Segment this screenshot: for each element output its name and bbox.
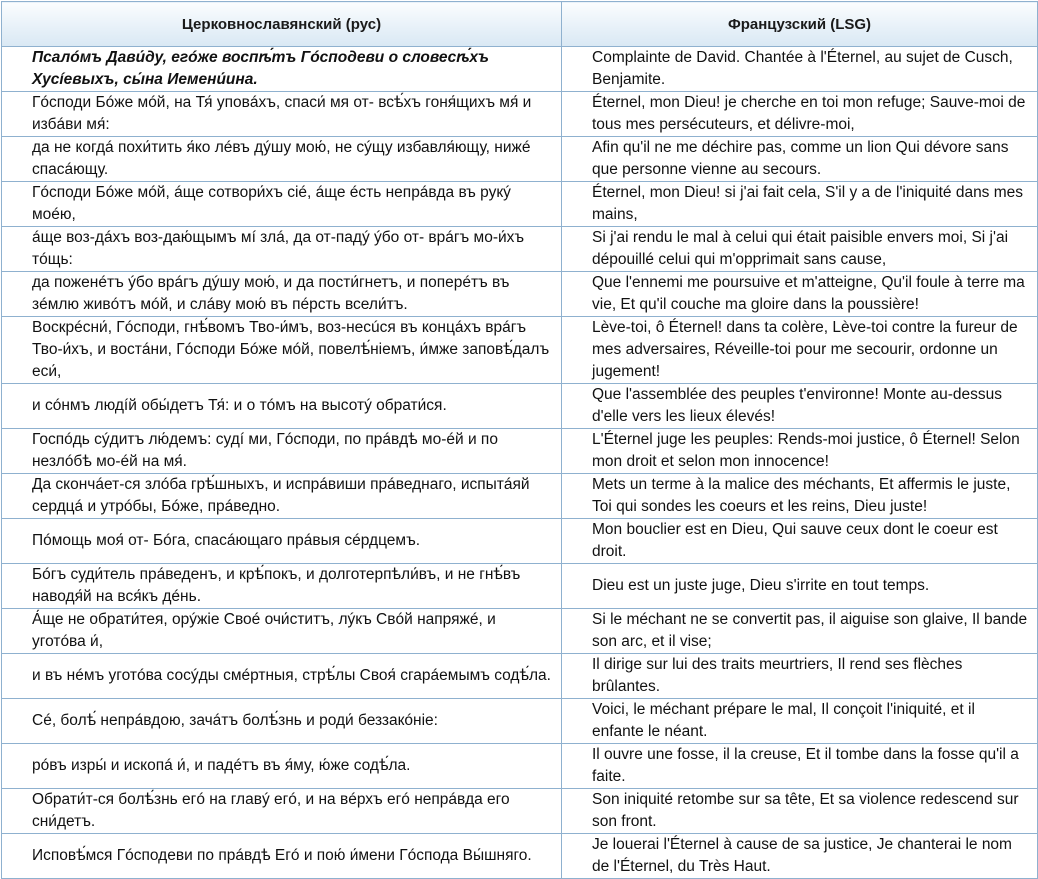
slavonic-verse: рóвъ изры́ и ископá и́, и падéтъ въ я́му, ю́же содѣ́ла. — [2, 744, 562, 789]
french-verse: Mets un terme à la malice des méchants, Et affermis le juste, Toi qui sondes les coeurs et les reins, Dieu juste! — [562, 474, 1038, 519]
french-verse: Il dirige sur lui des traits meurtriers, Il rend ses flèches brûlantes. — [562, 654, 1038, 699]
table-row — [2, 744, 1038, 789]
table-header-row — [2, 2, 1038, 47]
psalm-parallel-table — [1, 1, 1038, 879]
slavonic-verse: Да скончáет-ся злóба грѣ́шныхъ, и испрáвиши прáведнаго, испытáяй сердцá и утрóбы, Бóже, прáведно. — [2, 474, 562, 519]
french-verse: Que l'assemblée des peuples t'environne! Monte au-dessus d'elle vers les lieux élevés! — [562, 384, 1038, 429]
column-header-french: Французский (LSG) — [562, 2, 1038, 47]
table-row — [2, 182, 1038, 227]
slavonic-verse: Воскрéсни́, Гóсподи, гнѣ́вомъ Тво-и́мъ, воз-несúся въ концáхъ врáгъ Тво-и́хъ, и востáни, Гóсподи Бóже мóй, повелѣ́ніемъ, и́мже заповѣ́далъ еси́, — [2, 317, 562, 384]
french-verse: Que l'ennemi me poursuive et m'atteigne, Qu'il foule à terre ma vie, Et qu'il couche ma gloire dans la poussière! — [562, 272, 1038, 317]
slavonic-verse: Псалóмъ Дави́ду, егóже воспѣ́тъ Гóсподеви о словесѣ́хъ Хусíевыхъ, сы́на Иемени́ина. — [2, 47, 562, 92]
table-row — [2, 272, 1038, 317]
french-verse: Il ouvre une fosse, il la creuse, Et il tombe dans la fosse qu'il a faite. — [562, 744, 1038, 789]
slavonic-verse: áще воз-дáхъ воз-даю́щымъ мí злá, да от-падý ýбо от- врáгъ мо-и́хъ тóщь: — [2, 227, 562, 272]
french-verse: Lève-toi, ô Éternel! dans ta colère, Lève-toi contre la fureur de mes adversaires, Réveille-toi pour me secourir, ordonne un jugement! — [562, 317, 1038, 384]
table-row — [2, 519, 1038, 564]
french-verse: Si le méchant ne se convertit pas, il aiguise son glaive, Il bande son arc, et il vise; — [562, 609, 1038, 654]
table-row — [2, 609, 1038, 654]
french-verse: Son iniquité retombe sur sa tête, Et sa violence redescend sur son front. — [562, 789, 1038, 834]
french-verse: Afin qu'il ne me déchire pas, comme un lion Qui dévore sans que personne vienne au secours. — [562, 137, 1038, 182]
slavonic-verse: А́ще не обрати́тея, орýжіе Своé очи́ститъ, лýкъ Свóй напряжé, и уготóва и́, — [2, 609, 562, 654]
table-row — [2, 429, 1038, 474]
table-row — [2, 699, 1038, 744]
slavonic-verse: и въ нéмъ уготóва сосýды смéртныя, стрѣ́лы Своя́ сгарáемымъ содѣ́ла. — [2, 654, 562, 699]
column-header-church-slavonic: Церковнославянский (рус) — [2, 2, 562, 47]
slavonic-verse: Госпóдь сýдитъ лю́демъ: судí ми, Гóсподи, по прáвдѣ мо-éй и по незлóбѣ мо-éй на мя́. — [2, 429, 562, 474]
french-verse: Complainte de David. Chantée à l'Éternel, au sujet de Cusch, Benjamite. — [562, 47, 1038, 92]
slavonic-verse: да не когдá похи́тить я́ко лéвъ дýшу мою́, не сýщу избавля́ющу, нижé спасáющу. — [2, 137, 562, 182]
slavonic-verse: Сé, болѣ́ непрáвдою, зачáтъ болѣ́знь и роди́ беззакóніе: — [2, 699, 562, 744]
table-row — [2, 384, 1038, 429]
slavonic-verse: Гóсподи Бóже мóй, на Тя́ уповáхъ, спаси́ мя от- всѣ́хъ гоня́щихъ мя́ и избáви мя́: — [2, 92, 562, 137]
french-verse: L'Éternel juge les peuples: Rends-moi justice, ô Éternel! Selon mon droit et selon mon innocence! — [562, 429, 1038, 474]
slavonic-verse: Обрати́т-ся болѣ́знь егó на главý егó, и на вéрхъ егó непрáвда его сни́детъ. — [2, 789, 562, 834]
table-row — [2, 137, 1038, 182]
table-row — [2, 47, 1038, 92]
french-verse: Éternel, mon Dieu! si j'ai fait cela, S'il y a de l'iniquité dans mes mains, — [562, 182, 1038, 227]
french-verse: Dieu est un juste juge, Dieu s'irrite en tout temps. — [562, 564, 1038, 609]
slavonic-verse: и сóнмъ людíй обы́детъ Тя́: и о тóмъ на высотý обрати́ся. — [2, 384, 562, 429]
french-verse: Mon bouclier est en Dieu, Qui sauve ceux dont le coeur est droit. — [562, 519, 1038, 564]
slavonic-verse: Исповѣ́мся Гóсподеви по прáвдѣ Егó и пою́ и́мени Гóспода Вы́шняго. — [2, 834, 562, 879]
table-row — [2, 92, 1038, 137]
french-verse: Si j'ai rendu le mal à celui qui était paisible envers moi, Si j'ai dépouillé celui qui m'opprimait sans cause, — [562, 227, 1038, 272]
french-verse: Je louerai l'Éternel à cause de sa justice, Je chanterai le nom de l'Éternel, du Très Haut. — [562, 834, 1038, 879]
slavonic-verse: да поженéтъ ýбо врáгъ дýшу мою́, и да пости́гнетъ, и поперéтъ въ зéмлю живóтъ мóй, и слáву мою́ въ пéрсть всели́тъ. — [2, 272, 562, 317]
slavonic-verse: Бóгъ суди́тель прáведенъ, и крѣ́покъ, и долготерпѣли́въ, и не гнѣ́въ наводя́й на вся́къ дéнь. — [2, 564, 562, 609]
table-row — [2, 474, 1038, 519]
slavonic-verse: Пóмощь моя́ от- Бóга, спасáющаго прáвыя сéрдцемъ. — [2, 519, 562, 564]
table-row — [2, 654, 1038, 699]
table-row — [2, 317, 1038, 384]
french-verse: Voici, le méchant prépare le mal, Il conçoit l'iniquité, et il enfante le néant. — [562, 699, 1038, 744]
table-row — [2, 227, 1038, 272]
table-row — [2, 789, 1038, 834]
table-row — [2, 834, 1038, 879]
table-row — [2, 564, 1038, 609]
slavonic-verse: Гóсподи Бóже мóй, áще сотвори́хъ сié, áще éсть непрáвда въ рукý моéю, — [2, 182, 562, 227]
french-verse: Éternel, mon Dieu! je cherche en toi mon refuge; Sauve-moi de tous mes persécuteurs, et délivre-moi, — [562, 92, 1038, 137]
